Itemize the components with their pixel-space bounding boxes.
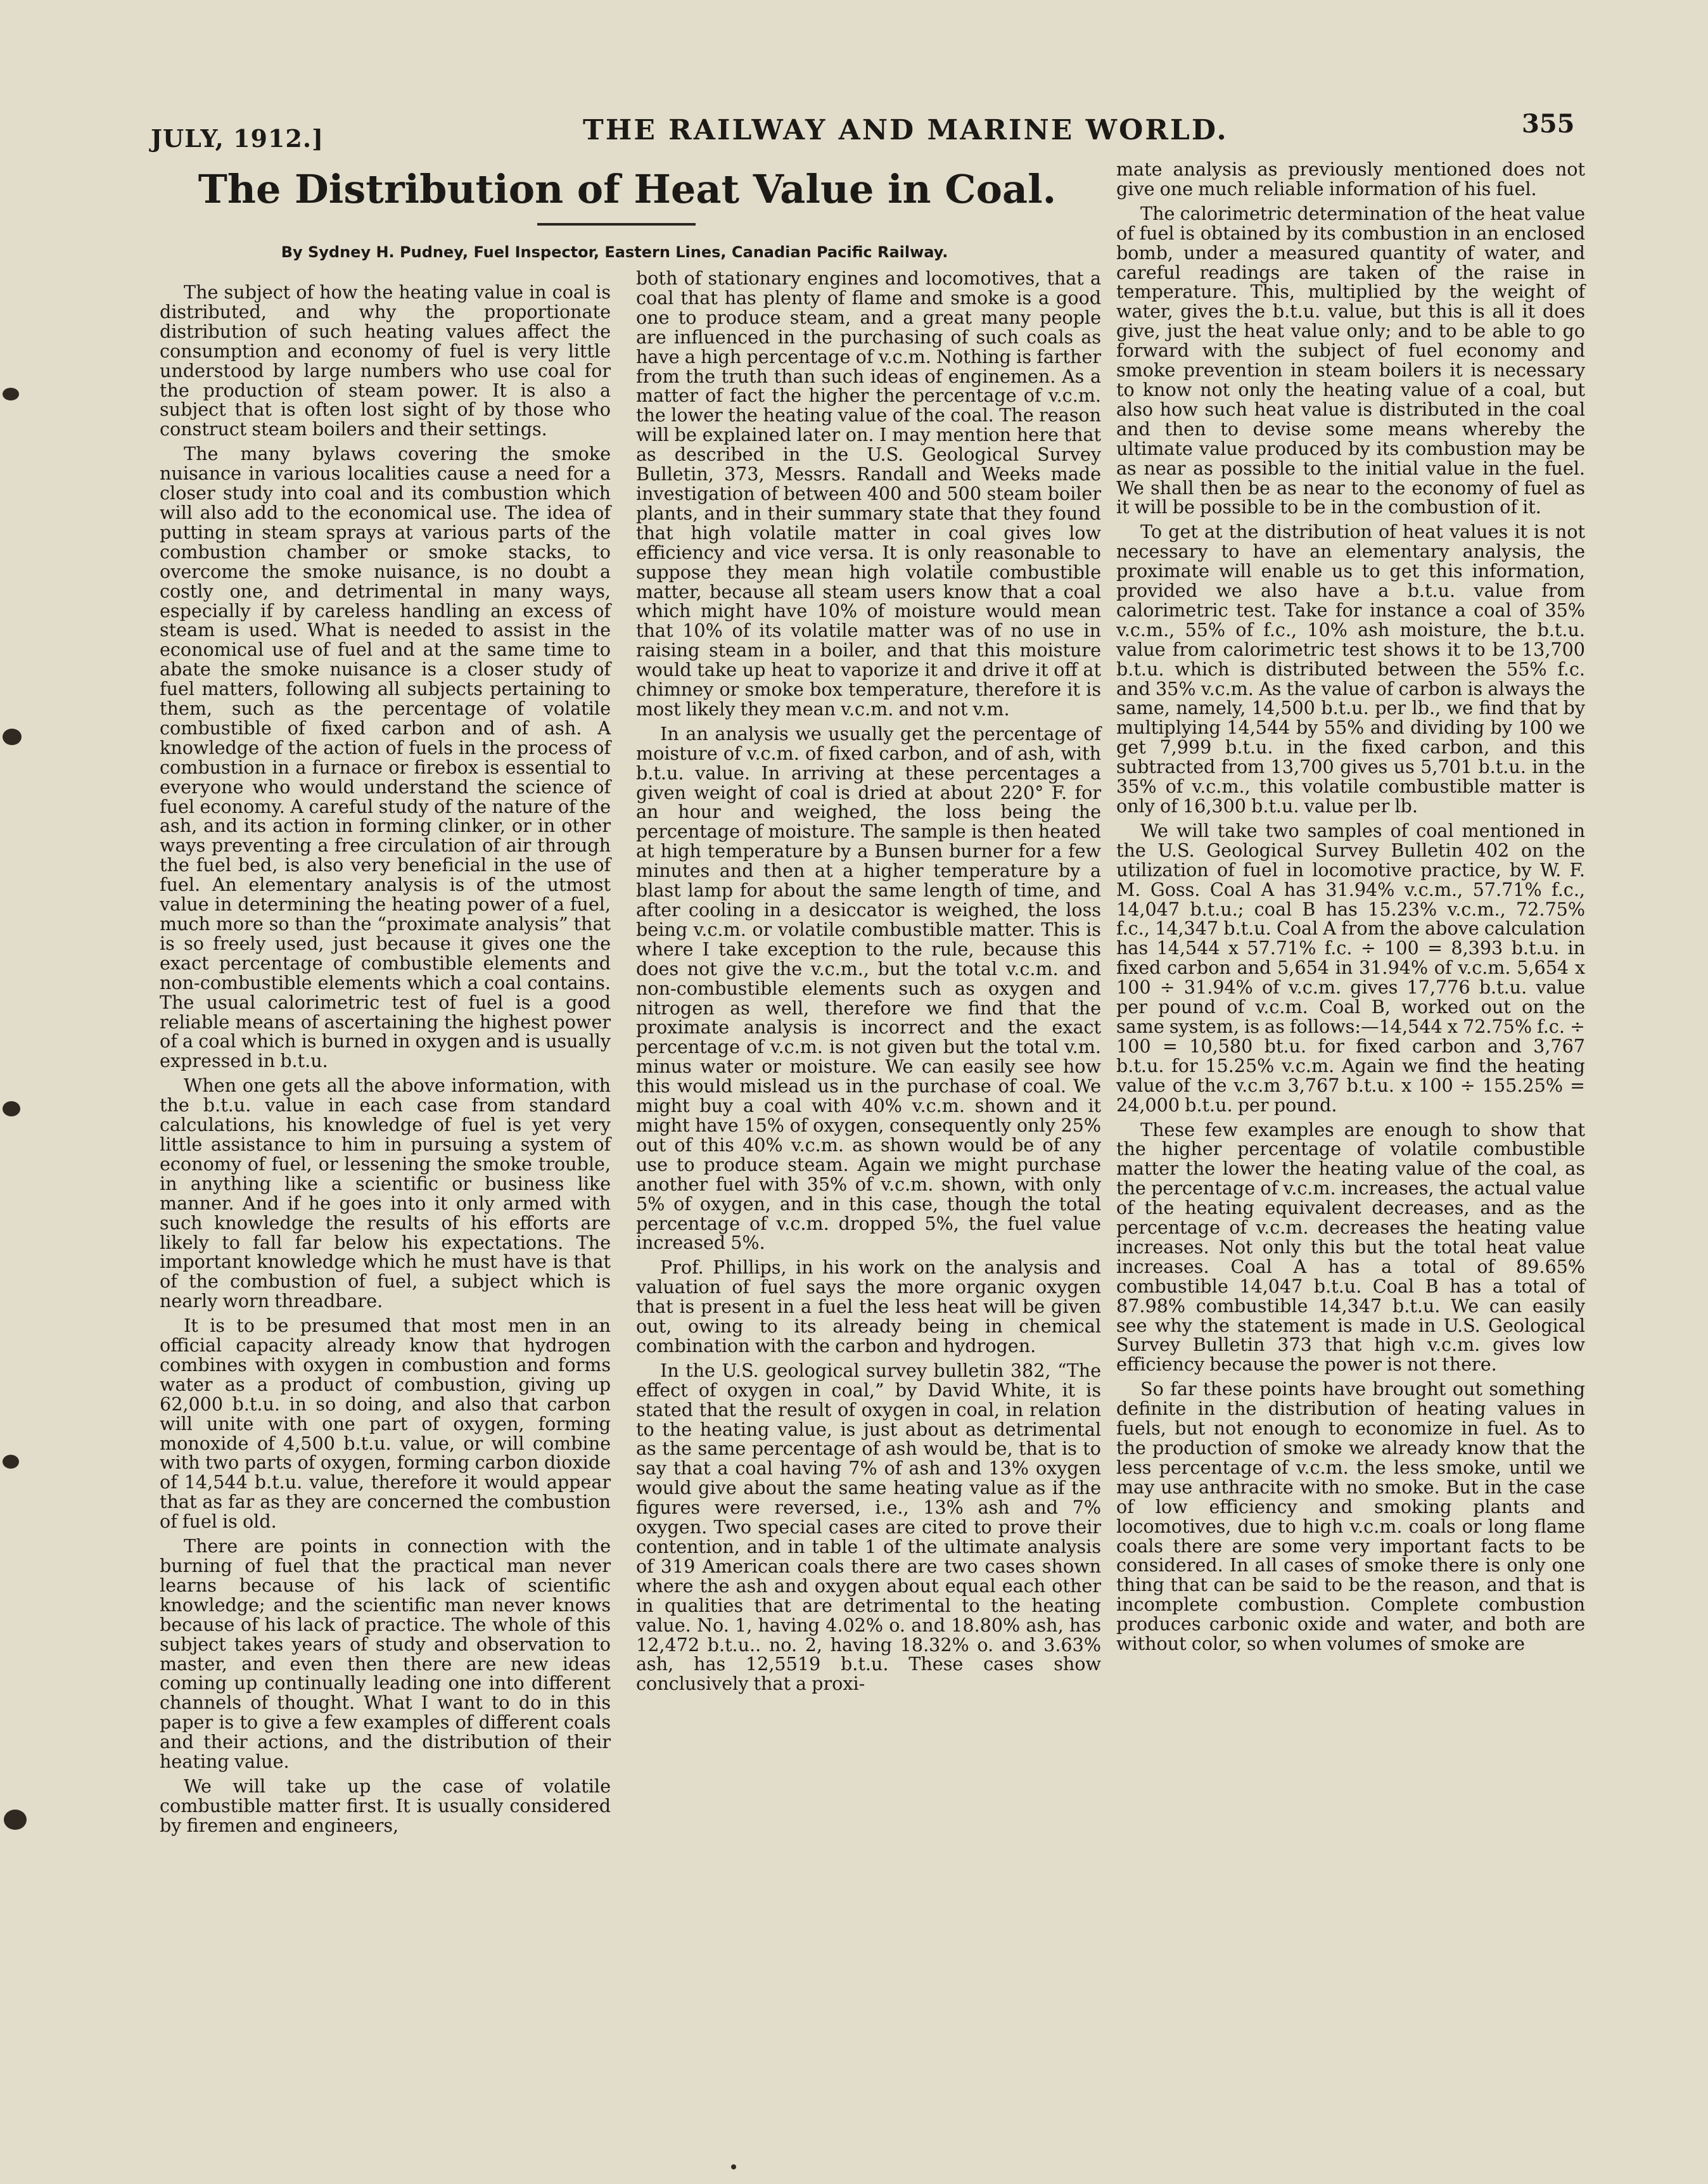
paragraph: In the U.S. geological survey bulletin 382, “The effect of oxygen in coal,” by David White, it is stated that the result of oxygen in coal, in relation to the heating value, is just about as detrimental as the same percentage of ash would be, that is to say that a coal having 7% of ash and 13% oxygen would give about the same heating value as if the figures were reversed, i.e., 13% ash and 7% oxygen. Two special cases are cited to prove their contention, and in table 1 of the ultimate analysis of 319 American coals there are two cases shown where the ash and oxygen about equal each other in qualities that are detrimental to the heating value. No. 1, having 4.02% o. and 18.80% ash, has 12,472 b.t.u.. no. 2, having 18.32% o. and 3.63% ash, has 12,5519 b.t.u. These cases show conclusively that a proxi- xyxy=(636,1359,1101,1695)
paragraph: To get at the distribution of heat values it is not necessary to have an elementary analysis, the proximate will enable us to get this information, provided we also have a b.t.u. value from calorimetric test. Take for instance a coal of 35% v.c.m., 55% of f.c., 10% ash moisture, the b.t.u. value from calorimetric test shows it to be 13,700 b.t.u. which is distributed between the 55% f.c. and 35% v.c.m. As the value of carbon is always the same, namely, 14,500 b.t.u. per lb., we find that by multiplying 14,544 by 55% and dividing by 100 we get 7,999 b.t.u. in the fixed carbon, and this subtracted from 13,700 gives us 5,701 b.t.u. in the 35% of v.c.m., this volatile combustible matter is only of 16,300 b.t.u. value per lb. xyxy=(1116,521,1585,817)
paragraph: So far these points have brought out something definite in the distribution of heating values in fuels, but not enough to economize in fuel. As to the production of smoke we already know that the less percentage of v.c.m. the less smoke, until we may use anthracite with no smoke. But in the case of low efficiency and smoking plants and locomotives, due to high v.c.m. coals or long flame coals there are some very important facts to be considered. In all cases of smoke there is only one thing that can be said to be the reason, and that is incomplete combustion. Complete combustion produces carbonic oxide and water, and both are without color, so when volumes of smoke are xyxy=(1116,1378,1585,1655)
binding-mark xyxy=(4,1810,27,1830)
binding-mark xyxy=(3,1455,19,1469)
title-rule xyxy=(537,223,696,226)
paragraph: It is to be presumed that most men in an official capacity already know that hydrogen combines with oxygen in combustion and forms water as a product of combustion, giving up 62,000 b.t.u. in so doing, and also that carbon will unite with one part of oxygen, forming monoxide of 4,500 b.t.u. value, or will combine with two parts of oxygen, forming carbon dioxide of 14,544 b.t.u. value, therefore it would appear that as far as they are concerned the combustion of fuel is old. xyxy=(160,1315,611,1533)
byline: By Sydney H. Pudney, Fuel Inspector, Eastern Lines, Canadian Pacific Railway. xyxy=(281,243,948,261)
paragraph: The subject of how the heating value in coal is distributed, and why the proportionate distribution of such heating values affect the consumption and economy of fuel is very little understood by large numbers who use coal for the production of steam power. It is also a subject that is often lost sight of by those who construct steam boilers and their settings. xyxy=(160,281,611,440)
page-dot xyxy=(731,2164,736,2169)
binding-mark xyxy=(3,388,19,400)
paragraph: There are points in connection with the burning of fuel that the practical man never learns because of his lack of scientific knowledge; and the scientific man never knows because of his lack of practice. The whole of this subject takes years of study and observation to master, and even then there are new ideas coming up continually leading one into different channels of thought. What I want to do in this paper is to give a few examples of different coals and their actions, and the distribution of their heating value. xyxy=(160,1535,611,1773)
paragraph: We will take up the case of volatile combustible matter first. It is usually considered by firemen and engineers, xyxy=(160,1775,611,1836)
running-head xyxy=(0,109,1708,153)
column-1 xyxy=(160,283,611,2076)
paragraph: Prof. Phillips, in his work on the analysis and valuation of fuel says the more organic oxygen that is present in a fuel the less heat will be given out, owing to its already being in chemical combination with the carbon and hydrogen. xyxy=(636,1256,1101,1357)
paragraph: The calorimetric determination of the heat value of fuel is obtained by its combustion in an enclosed bomb, under a measured quantity of water, and careful readings are taken of the raise in temperature. This, multiplied by the weight of water, gives the b.t.u. value, but this is all it does give, just the heat value only; and to be able to go forward with the subject of fuel economy and smoke prevention in steam boilers it is necessary to know not only the heating value of a coal, but also how such heat value is distributed in the coal and then to devise some means whereby the ultimate value produced by its combustion may be as near as possible to the initial value in the fuel. We shall then be as near to the economy of fuel as it will be possible to be in the combustion of it. xyxy=(1116,202,1585,518)
binding-mark xyxy=(3,1101,20,1116)
publication-title: THE RAILWAY AND MARINE WORLD. xyxy=(583,114,1228,146)
page-number: 355 xyxy=(1522,109,1575,139)
paragraph: When one gets all the above information, with the b.t.u. value in each case from standard calculations, his knowledge of fuel is yet very little assistance to him in pursuing a system of economy of fuel, or lessening the smoke trouble, in anything like a scientific or business like manner. And if he goes into it only armed with such knowledge the results of his efforts are likely to fall far below his expectations. The important knowledge which he must have is that of the combustion of fuel, a subject which is nearly worn threadbare. xyxy=(160,1075,611,1312)
paragraph: The many bylaws covering the smoke nuisance in various localities cause a need for a closer study into coal and its combustion which will also add to the economical use. The idea of putting in steam sprays at various parts of the combustion chamber or smoke stacks, to overcome the smoke nuisance, is no doubt a costly one, and detrimental in many ways, especially if by careless handling an excess of steam is used. What is needed to assist in the economical use of fuel and at the same time to abate the smoke nuisance is a closer study of fuel matters, following all subjects pertaining to them, such as the percentage of volatile combustible of fixed carbon and of ash. A knowledge of the action of fuels in the process of combustion in a furnace or firebox is essential to everyone who would understand the science of fuel economy. A careful study of the nature of the ash, and its action in forming clinker, or in other ways preventing a free circulation of air through the fuel bed, is also very beneficial in the use of fuel. An elementary analysis is of the utmost value in determining the heating power of a fuel, much more so than the “proximate analysis” that is so freely used, just because it gives one the exact percentage of combustible elements and non-combustible elements which a coal contains. The usual calorimetric test of fuel is a good reliable means of ascertaining the highest power of a coal which is burned in oxygen and is usually expressed in b.t.u. xyxy=(160,443,611,1072)
issue-date: JULY, 1912.] xyxy=(151,124,324,153)
paragraph: These few examples are enough to show that the higher percentage of volatile combustible matter the lower the heating value of the coal, as the percentage of v.c.m. increases, the actual value of the heating equivalent decreases, and as the percentage of v.c.m. decreases the heating value increases. Not only this but the total heat value increases. Coal A has a total of 89.65% combustible 14,047 b.t.u. Coal B has a total of 87.98% combustible 14,347 b.t.u. We can easily see why the statement is made in U.S. Geological Survey Bulletin 373 that high v.c.m. gives low efficiency because the power is not there. xyxy=(1116,1118,1585,1376)
binding-mark xyxy=(3,729,22,745)
column-2 xyxy=(636,269,1101,2090)
article-title: The Distribution of Heat Value in Coal. xyxy=(198,166,1057,212)
paragraph: mate analysis as previously mentioned does not give one much reliable information of his fuel. xyxy=(1116,158,1585,200)
column-3 xyxy=(1116,160,1585,2086)
paragraph: We will take two samples of coal mentioned in the U.S. Geological Survey Bulletin 402 on the utilization of fuel in locomotive practice, by W. F. M. Goss. Coal A has 31.94% v.c.m., 57.71% f.c., 14,047 b.t.u.; coal B has 15.23% v.c.m., 72.75% f.c., 14,347 b.t.u. Coal A from the above calculation has 14,544 x 57.71% f.c. ÷ 100 = 8,393 b.t.u. in fixed carbon and 5,654 in 31.94% of v.c.m. 5,654 x 100 ÷ 31.94% of v.c.m. gives 17,776 b.t.u. value per pound of v.c.m. Coal B, worked out on the same system, is as follows:—14,544 x 72.75% f.c. ÷ 100 = 10,580 bt.u. for fixed carbon and 3,767 b.t.u. for 15.25% v.c.m. Again we find the heating value of the v.c.m 3,767 b.t.u. x 100 ÷ 155.25% = 24,000 b.t.u. per pound. xyxy=(1116,819,1585,1116)
paragraph: both of stationary engines and locomotives, that a coal that has plenty of flame and smoke is a good one to produce steam, and a great many people are influenced in the purchasing of such coals as have a high percentage of v.c.m. Nothing is farther from the truth than such ideas of enginemen. As a matter of fact the higher the percentage of v.c.m. the lower the heating value of the coal. The reason will be explained later on. I may mention here that as described in the U.S. Geological Survey Bulletin, 373, Messrs. Randall and Weeks made investigation of between 400 and 500 steam boiler plants, and in their summary state that they found that high volatile matter in coal gives low efficiency and vice versa. It is only reasonable to suppose they mean high volatile combustible matter, because all steam users know that a coal which might have 10% of moisture would mean that 10% of its volatile matter was of no use in raising steam in a boiler, and that this moisture would take up heat to vaporize it and drive it off at chimney or smoke box temperature, therefore it is most likely they mean v.c.m. and not v.m. xyxy=(636,267,1101,720)
paragraph: In an analysis we usually get the percentage of moisture of v.c.m. of fixed carbon, and of ash, with b.t.u. value. In arriving at these percentages a given weight of coal is dried at about 220° F. for an hour and weighed, the loss being the percentage of moisture. The sample is then heated at high temperature by a Bunsen burner for a few minutes and then at a higher temperature by a blast lamp for about the same length of time, and after cooling in a desiccator is weighed, the loss being v.c.m. or volatile combustible matter. This is where I take exception to the rule, because this does not give the v.c.m., but the total v.c.m. and non-combustible elements such as oxygen and nitrogen as well, therefore we find that the proximate analysis is incorrect and the exact percentage of v.c.m. is not given but the total v.m. minus water or moisture. We can easily see how this would mislead us in the purchase of coal. We might buy a coal with 40% v.c.m. shown and it might have 15% of oxygen, consequently only 25% out of this 40% v.c.m. as shown would be of any use to produce steam. Again we might purchase another fuel with 35% of v.c.m. shown, with only 5% of oxygen, and in this case, though the total percentage of v.c.m. dropped 5%, the fuel value increased 5%. xyxy=(636,722,1101,1254)
